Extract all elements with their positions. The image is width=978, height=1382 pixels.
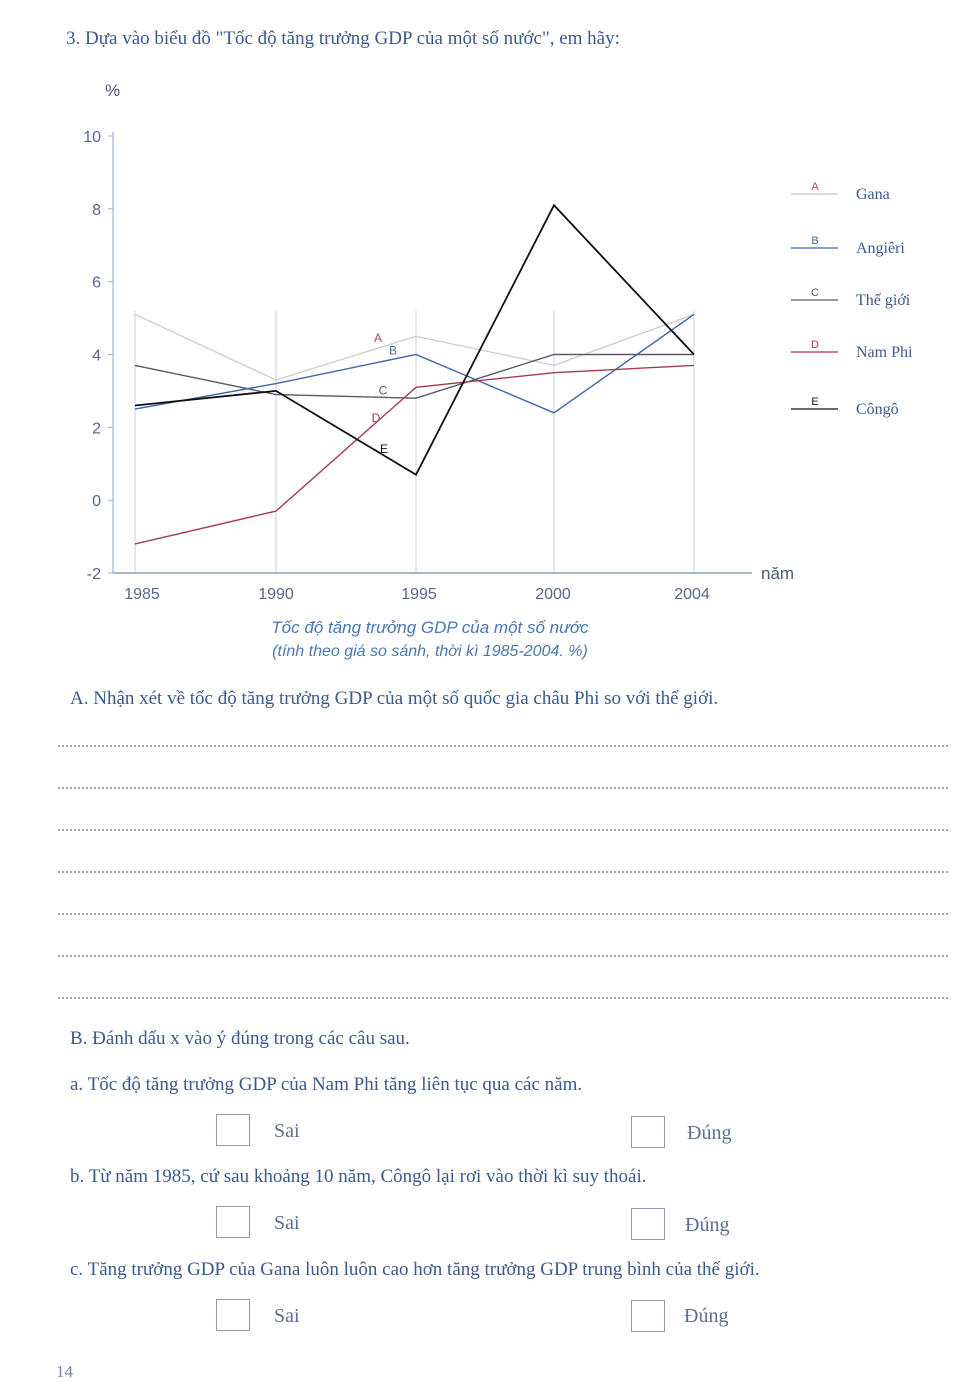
statement-b-true-label: Đúng <box>685 1214 730 1236</box>
chart-caption-title: Tốc độ tăng trưởng GDP của một số nước <box>271 618 589 637</box>
legend-letter-C: C <box>811 287 819 299</box>
part-a-prompt: A. Nhận xét về tốc độ tăng trưởng GDP của một số quốc gia châu Phi so với thế giới. <box>70 688 719 709</box>
x-tick-label-1995: 1995 <box>401 586 437 603</box>
statement-c-true-checkbox[interactable] <box>631 1300 665 1332</box>
y-tick-label-8: 8 <box>92 201 101 219</box>
y-axis-unit-label: % <box>105 81 121 100</box>
answer-line[interactable] <box>58 955 948 957</box>
answer-line[interactable] <box>58 787 948 789</box>
series-inline-label-B: B <box>388 343 398 358</box>
series-inline-label-A: A <box>373 330 383 345</box>
legend-name-E: Côngô <box>856 401 899 418</box>
answer-line[interactable] <box>58 913 948 915</box>
part-b-prompt: B. Đánh dấu x vào ý đúng trong các câu sau. <box>70 1028 410 1049</box>
answer-line[interactable] <box>58 997 948 999</box>
legend-letter-A: A <box>811 181 819 193</box>
statement-a-true-label: Đúng <box>687 1122 732 1144</box>
legend-name-D: Nam Phi <box>856 344 913 361</box>
y-tick-label--2: -2 <box>86 566 101 583</box>
statement-c-false-label: Sai <box>274 1305 300 1327</box>
answer-line[interactable] <box>58 829 948 831</box>
statement-b-false-checkbox[interactable] <box>216 1206 250 1238</box>
page-number: 14 <box>56 1362 73 1381</box>
x-tick-label-1985: 1985 <box>124 586 160 603</box>
question-title: 3. Dựa vào biểu đồ "Tốc độ tăng trưởng GDP của một số nước", em hãy: <box>66 28 620 49</box>
series-line-D <box>135 365 694 544</box>
legend-letter-E: E <box>811 396 819 408</box>
statement-c: c. Tăng trưởng GDP của Gana luôn luôn cao hơn tăng trưởng GDP trung bình của thế giới. <box>70 1259 760 1280</box>
y-tick-label-6: 6 <box>92 274 101 292</box>
statement-b-false-label: Sai <box>274 1212 300 1234</box>
statement-a: a. Tốc độ tăng trưởng GDP của Nam Phi tăng liên tục qua các năm. <box>70 1074 583 1095</box>
gdp-growth-line-chart <box>0 60 978 690</box>
series-inline-label-E: E <box>379 441 389 456</box>
legend-letter-B: B <box>811 235 819 247</box>
answer-line[interactable] <box>58 871 948 873</box>
x-tick-label-1990: 1990 <box>258 586 294 603</box>
chart-caption-subtitle: (tính theo giá so sánh, thời kì 1985-2004. %) <box>272 643 588 660</box>
x-tick-label-2004: 2004 <box>674 586 710 603</box>
series-inline-label-C: C <box>378 383 388 398</box>
statement-a-false-checkbox[interactable] <box>216 1114 250 1146</box>
statement-a-true-checkbox[interactable] <box>631 1116 665 1148</box>
legend-letter-D: D <box>811 339 819 351</box>
statement-c-true-label: Đúng <box>684 1305 729 1327</box>
answer-line[interactable] <box>58 745 948 747</box>
statement-c-false-checkbox[interactable] <box>216 1299 250 1331</box>
y-tick-label-4: 4 <box>92 347 101 365</box>
y-tick-label-0: 0 <box>92 493 101 511</box>
x-tick-label-2000: 2000 <box>535 586 571 603</box>
statement-a-false-label: Sai <box>274 1120 300 1142</box>
series-line-C <box>135 355 694 399</box>
series-line-E <box>135 205 694 475</box>
x-axis-unit-label: năm <box>761 564 795 583</box>
legend-name-C: Thế giới <box>856 292 911 309</box>
y-tick-label-10: 10 <box>83 129 101 146</box>
statement-b: b. Từ năm 1985, cứ sau khoảng 10 năm, Côngô lại rơi vào thời kì suy thoái. <box>70 1166 647 1187</box>
legend-name-A: Gana <box>856 186 890 203</box>
y-tick-label-2: 2 <box>92 420 101 438</box>
legend-name-B: Angiêri <box>856 240 905 257</box>
series-inline-label-D: D <box>371 410 381 425</box>
statement-b-true-checkbox[interactable] <box>631 1208 665 1240</box>
